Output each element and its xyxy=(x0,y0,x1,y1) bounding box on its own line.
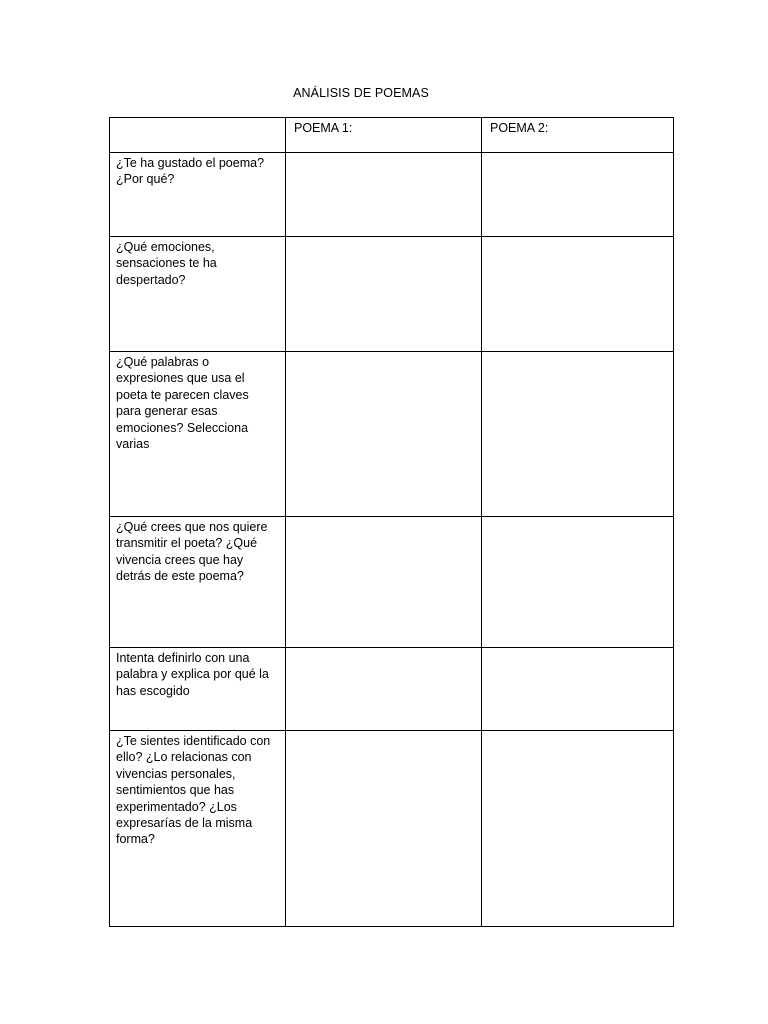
answer-cell-poema-2[interactable] xyxy=(482,648,674,731)
table-row xyxy=(110,731,674,927)
document-title: ANÁLISIS DE POEMAS xyxy=(293,86,429,100)
answer-cell-poema-2[interactable] xyxy=(482,731,674,927)
answer-cell-poema-1[interactable] xyxy=(286,352,482,517)
header-poema-1: POEMA 1: xyxy=(286,118,482,153)
answer-cell-poema-2[interactable] xyxy=(482,352,674,517)
table-row xyxy=(110,237,674,352)
table-row xyxy=(110,517,674,648)
question-cell: ¿Qué palabras o expresiones que usa el poeta te parecen claves para generar esas emociones? Selecciona varias xyxy=(110,352,286,517)
poem-analysis-table xyxy=(109,117,674,927)
table-row xyxy=(110,648,674,731)
answer-cell-poema-1[interactable] xyxy=(286,517,482,648)
header-poema-2: POEMA 2: xyxy=(482,118,674,153)
table-row xyxy=(110,153,674,237)
question-cell: ¿Qué emociones, sensaciones te ha despertado? xyxy=(110,237,286,352)
question-cell: ¿Te ha gustado el poema? ¿Por qué? xyxy=(110,153,286,237)
header-corner-cell xyxy=(110,118,286,153)
answer-cell-poema-1[interactable] xyxy=(286,731,482,927)
question-cell: ¿Te sientes identificado con ello? ¿Lo relacionas con vivencias personales, sentimientos que has experimentado? ¿Los expresarías de la misma forma? xyxy=(110,731,286,927)
answer-cell-poema-2[interactable] xyxy=(482,517,674,648)
question-cell: Intenta definirlo con una palabra y explica por qué la has escogido xyxy=(110,648,286,731)
answer-cell-poema-1[interactable] xyxy=(286,153,482,237)
table-header-row xyxy=(110,118,674,153)
answer-cell-poema-2[interactable] xyxy=(482,153,674,237)
answer-cell-poema-2[interactable] xyxy=(482,237,674,352)
answer-cell-poema-1[interactable] xyxy=(286,237,482,352)
table-row xyxy=(110,352,674,517)
question-cell: ¿Qué crees que nos quiere transmitir el poeta? ¿Qué vivencia crees que hay detrás de este poema? xyxy=(110,517,286,648)
answer-cell-poema-1[interactable] xyxy=(286,648,482,731)
